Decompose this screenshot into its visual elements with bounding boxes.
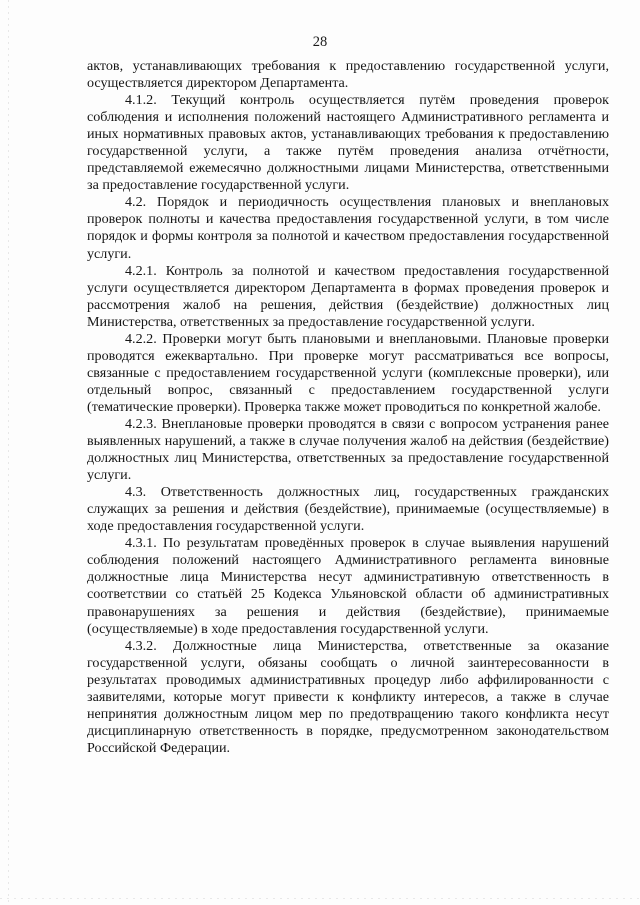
scan-edge-bottom [0,898,640,899]
paragraph-4-3-2: 4.3.2. Должностные лица Министерства, ответственные за оказание государственной услуги, обязаны сообщать о личной заинтересованности в результатах проводимых административных процедур либо аффилированности с заявителями, которые могут привести к конфликту интересов, а также в случае непринятия должностным лицом мер по предотвращению такого конфликта несут дисциплинарную ответственность в порядке, предусмотренном законодательством Российской Федерации. [87,637,609,756]
paragraph-4-2-3: 4.2.3. Внеплановые проверки проводятся в связи с вопросом устранения ранее выявленных нарушений, а также в случае получения жалоб на действия (бездействие) должностных лиц Министерства, ответственных за предоставление государственной услуги. [87,415,609,484]
document-body [87,58,609,757]
scan-edge-left [8,0,9,905]
paragraph-4-2: 4.2. Порядок и периодичность осуществления плановых и внеплановых проверок полноты и качества предоставления государственной услуги, в том числе порядок и формы контроля за полнотой и качеством предоставления государственной услуги. [87,194,609,262]
paragraph-4-1-2: 4.1.2. Текущий контроль осуществляется путём проведения проверок соблюдения и исполнения положений настоящего Административного регламента и иных нормативных правовых актов, устанавливающих требования к предоставлению государственной услуги, а также путём проведения анализа отчётности, представляемой ежемесячно должностными лицами Министерства, ответственными за предоставление государственной услуги. [87,92,609,194]
page-number: 28 [312,34,328,50]
paragraph-continuation: актов, устанавливающих требования к предоставлению государственной услуги, осуществляется директором Департамента. [87,58,609,92]
paragraph-4-3: 4.3. Ответственность должностных лиц, государственных гражданских служащих за решения и действия (бездействие), принимаемые (осуществляемые) в ходе предоставления государственной услуги. [87,484,609,535]
paragraph-4-2-2: 4.2.2. Проверки могут быть плановыми и внеплановыми. Плановые проверки проводятся ежеквартально. При проверке могут рассматриваться все вопросы, связанные с предоставлением государственной услуги (комплексные проверки), или отдельный вопрос, связанный с предоставлением государственной услуги (тематические проверки). Проверка также может проводиться по конкретной жалобе. [87,330,609,415]
paragraph-4-2-1: 4.2.1. Контроль за полнотой и качеством предоставления государственной услуги осуществляется директором Департамента в формах проведения проверок и рассмотрения жалоб на решения, действия (бездействие) должностных лиц Министерства, ответственных за предоставление государственной услуги. [87,262,609,330]
paragraph-4-3-1: 4.3.1. По результатам проведённых проверок в случае выявления нарушений соблюдения положений настоящего Административного регламента виновные должностные лица Министерства несут административную ответственность в соответствии со статьёй 25 Кодекса Ульяновской области об административных правонарушениях за решения и действия (бездействие), принимаемые (осуществляемые) в ходе предоставления государственной услуги. [87,535,609,637]
